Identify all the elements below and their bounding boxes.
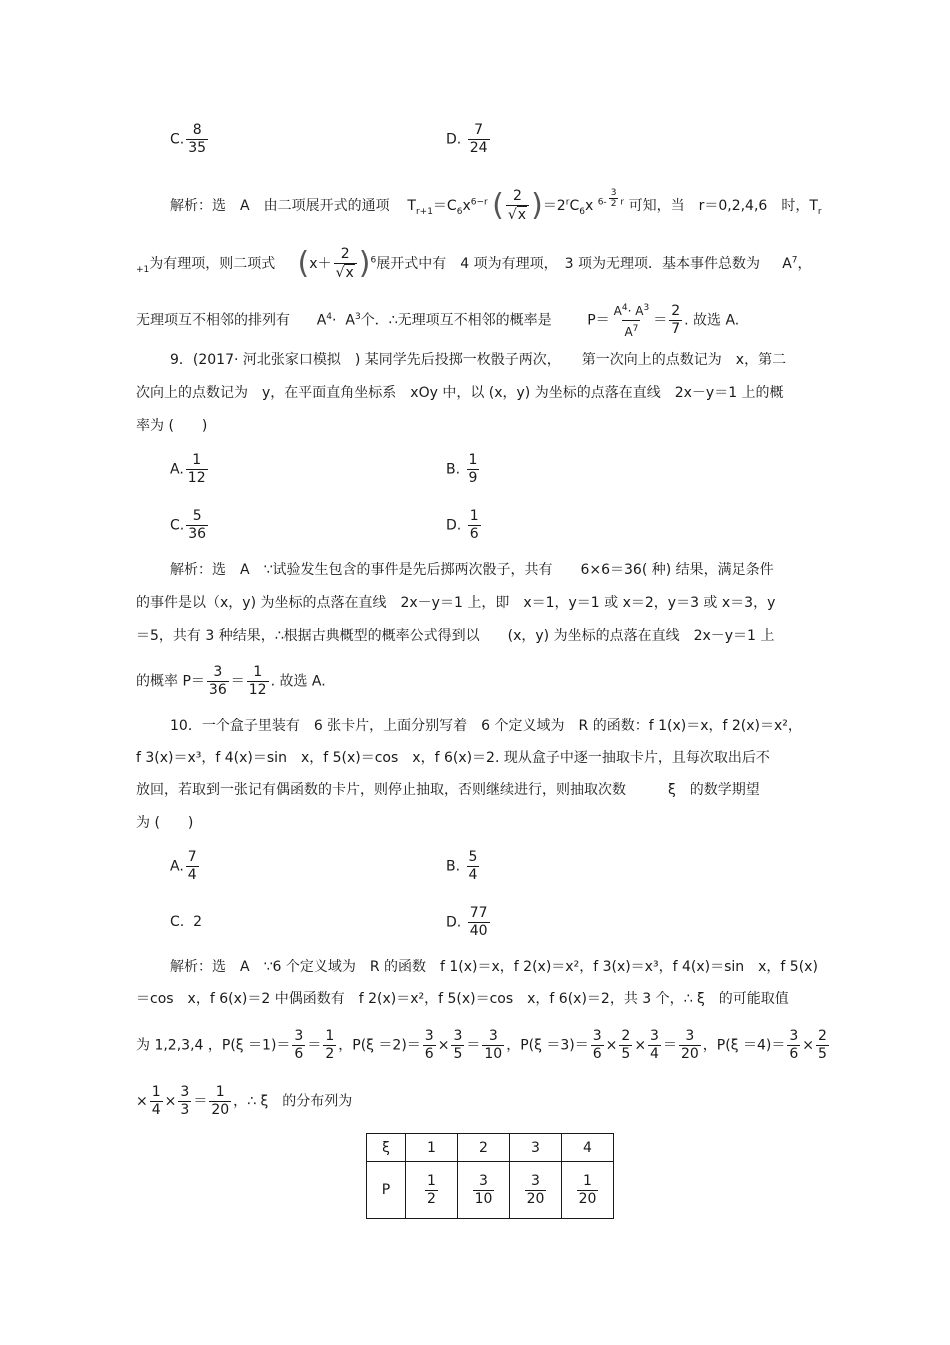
numerator: 3	[650, 1028, 659, 1044]
text: ＝	[466, 1037, 481, 1054]
denominator: 6	[469, 526, 479, 542]
denominator: 4	[650, 1046, 659, 1062]
text: ×	[164, 1093, 177, 1110]
left-paren: (	[297, 246, 310, 281]
q10-option-b	[446, 849, 481, 884]
numerator: 3	[789, 1028, 799, 1044]
text: ×	[136, 1093, 148, 1110]
table-header-cell: ξ	[367, 1134, 406, 1162]
superscript: 3	[354, 311, 361, 322]
numerator: 1	[469, 508, 479, 524]
denominator: 20	[211, 1102, 230, 1118]
q9-line-1: 9．(2017· 河北张家口模拟 ) 某同学先后投掷一枚骰子两次， 第一次向上的点数记为 x，第二	[170, 352, 787, 368]
fraction	[816, 1028, 829, 1063]
table-row	[367, 1162, 614, 1219]
text: ＝	[662, 1037, 677, 1054]
radicand: x	[345, 265, 354, 281]
text: ＝	[307, 1037, 322, 1054]
denominator: 6	[294, 1046, 304, 1062]
denominator: 2	[610, 199, 617, 209]
text: ，P(ξ ＝4)＝	[702, 1037, 786, 1054]
numerator: 1	[583, 1172, 592, 1189]
fraction	[467, 452, 480, 487]
q8-solution-line-2: $_{+1}$为有理项，则二项式 (x＋ $\frac{2}{√x}$ )$^6$展开式中有 4 项为有理项， 3 项为无理项．基本事件总数为 $A^7$，	[136, 246, 812, 281]
numerator: 7	[187, 849, 197, 865]
text: 个．∴无理项互不相邻的概率是	[360, 312, 552, 329]
fraction	[577, 1173, 599, 1208]
denominator: 6	[424, 1046, 434, 1062]
denominator: 10	[474, 1190, 493, 1207]
option-label: B.	[446, 858, 461, 875]
denominator: 6	[592, 1046, 602, 1062]
denominator: 35	[188, 140, 207, 156]
text: ×	[634, 1037, 647, 1054]
numerator: 3	[479, 1172, 488, 1189]
numerator: 1	[253, 664, 263, 680]
fraction	[612, 300, 652, 341]
distribution-table	[366, 1133, 614, 1219]
numerator: 3	[685, 1028, 695, 1044]
table-header-row	[367, 1134, 614, 1162]
table-cell	[458, 1162, 510, 1219]
option-label: A.	[170, 858, 184, 875]
numerator: 2	[340, 246, 350, 262]
q8-option-c	[170, 122, 210, 157]
denominator: 40	[469, 923, 488, 939]
numerator: 5	[192, 508, 202, 524]
denominator: √x	[334, 263, 357, 282]
text: x＋	[309, 256, 332, 272]
text: 为 1,2,3,4 ，P(ξ ＝1)＝	[136, 1037, 291, 1054]
fraction	[467, 849, 480, 884]
fraction	[292, 1028, 305, 1063]
fraction	[323, 1028, 336, 1063]
denominator: 20	[680, 1046, 699, 1062]
numerator: 7	[474, 122, 484, 138]
numerator: 1	[427, 1172, 436, 1189]
text: A	[316, 312, 327, 329]
text: 可知，当 r＝0,2,4,6 时，T	[628, 198, 818, 214]
text: ·	[332, 312, 337, 329]
fraction	[468, 122, 490, 157]
numerator: 1	[325, 1028, 335, 1044]
subscript: r+1	[415, 206, 433, 217]
text: A	[782, 256, 792, 272]
text: . 故选 A.	[684, 312, 740, 329]
denominator: 36	[188, 526, 207, 542]
text: ＝C	[432, 198, 457, 214]
denominator: 5	[817, 1046, 827, 1062]
text: ＝	[653, 312, 668, 329]
q9-option-c	[170, 508, 210, 543]
fraction	[787, 1028, 800, 1063]
fraction	[669, 303, 682, 338]
fraction	[482, 1028, 504, 1063]
fraction	[506, 188, 529, 224]
text: 展开式中有 4 项为有理项， 3 项为无理项．基本事件总数为	[376, 256, 760, 272]
numerator: 3	[488, 1028, 498, 1044]
fraction	[648, 1028, 661, 1063]
fraction	[186, 452, 208, 487]
table-row-label: P	[367, 1162, 406, 1219]
q10-solution-line-4	[136, 1084, 352, 1119]
q9-solution-line-4	[136, 664, 326, 699]
q10-line-3: 放回，若取到一张记有偶函数的卡片，则停止抽取，否则继续进行，则抽取次数 ξ 的数学期望	[136, 782, 760, 798]
fraction	[473, 1173, 495, 1208]
denominator: 20	[526, 1190, 545, 1207]
text: C	[569, 198, 580, 214]
text: ＝	[230, 673, 245, 690]
fraction	[186, 849, 199, 884]
fraction	[207, 664, 229, 699]
option-label: C.	[170, 517, 185, 534]
numerator: 3	[531, 1172, 540, 1189]
denominator: 36	[208, 682, 227, 698]
numerator: 2	[671, 303, 681, 319]
text: P＝	[587, 312, 610, 329]
text: ＝	[193, 1093, 208, 1110]
text: T	[407, 198, 416, 214]
option-label: B.	[446, 461, 461, 478]
right-paren: )	[358, 246, 371, 281]
superscript: r	[620, 197, 625, 208]
denominator: 12	[248, 682, 267, 698]
numerator: 3	[453, 1028, 463, 1044]
numerator: 3	[610, 188, 617, 198]
numerator: 2	[817, 1028, 827, 1044]
fraction	[247, 664, 269, 699]
numerator: 8	[192, 122, 202, 138]
fraction	[334, 246, 357, 282]
table-cell	[562, 1162, 614, 1219]
table-cell	[406, 1162, 458, 1219]
left-paren: (	[492, 188, 504, 223]
fraction	[525, 1173, 547, 1208]
denominator: 20	[578, 1190, 597, 1207]
text: A	[345, 312, 355, 329]
denominator: 5	[453, 1046, 463, 1062]
numerator: 1	[151, 1084, 161, 1100]
numerator: 2	[621, 1028, 631, 1044]
numerator: 77	[469, 905, 488, 921]
denominator: $A^7$	[622, 320, 640, 341]
numerator: 3	[294, 1028, 304, 1044]
denominator: √x	[506, 205, 529, 224]
denominator: 12	[187, 470, 206, 486]
option-label: D.	[446, 131, 462, 148]
fraction	[468, 905, 490, 940]
denominator: 4	[187, 867, 197, 883]
text: 无理项互不相邻的排列有	[136, 312, 290, 329]
radicand: x	[517, 207, 527, 223]
denominator: 2	[325, 1046, 335, 1062]
text: 的概率 P＝	[136, 673, 205, 690]
fraction	[423, 1028, 436, 1063]
q10-solution-line-2: ＝cos x，f 6(x)＝2 中偶函数有 f 2(x)＝x²，f 5(x)＝cos x，f 6(x)＝2，共 3 个，∴ ξ 的可能取值	[136, 991, 789, 1007]
fraction	[178, 1084, 191, 1119]
option-label: D.	[446, 517, 462, 534]
denominator: 4	[468, 867, 478, 883]
q9-option-b	[446, 452, 481, 487]
q10-solution-line-3	[136, 1028, 831, 1063]
subscript: r	[817, 206, 822, 217]
numerator: 3	[424, 1028, 434, 1044]
q10-solution-line-1: 解析：选 A ∵6 个定义域为 R 的函数 f 1(x)＝x，f 2(x)＝x²，f 3(x)＝x³，f 4(x)＝sin x，f 5(x)	[170, 959, 818, 975]
text: . 故选 A.	[270, 673, 326, 690]
denominator: 7	[671, 321, 681, 337]
q10-option-c	[170, 914, 202, 930]
numerator: 3	[180, 1084, 190, 1100]
text: ，P(ξ ＝3)＝	[506, 1037, 589, 1054]
fraction	[609, 188, 619, 209]
fraction	[679, 1028, 701, 1063]
option-label: C.	[170, 914, 185, 930]
option-label: A.	[170, 461, 184, 478]
numerator: 5	[468, 849, 478, 865]
text: ，∴ ξ 的分布列为	[233, 1093, 353, 1110]
numerator: 3	[592, 1028, 602, 1044]
text: ＝2	[542, 198, 566, 214]
table-header-cell: 4	[562, 1134, 614, 1162]
q10-line-2: f 3(x)＝x³，f 4(x)＝sin x，f 5(x)＝cos x，f 6(x)＝2. 现从盒子中逐一抽取卡片，且每次取出后不	[136, 750, 770, 766]
option-label: D.	[446, 914, 462, 931]
fraction	[186, 508, 208, 543]
q10-line-4: 为 ( )	[136, 815, 194, 831]
q10-option-d	[446, 905, 492, 940]
denominator: 4	[151, 1102, 161, 1118]
fraction	[451, 1028, 464, 1063]
q10-option-a	[170, 849, 201, 884]
q9-option-a	[170, 452, 210, 487]
text: 解析：选 A 由二项展开式的通项	[170, 198, 390, 214]
fraction	[425, 1173, 438, 1208]
superscript: 4	[326, 311, 333, 322]
fraction	[468, 508, 481, 543]
fraction	[209, 1084, 231, 1119]
q10-line-1: 10．一个盒子里装有 6 张卡片，上面分别写着 6 个定义域为 R 的函数：f 1(x)＝x，f 2(x)＝x²，	[170, 718, 802, 734]
numerator: $A^4\cdot A^3$	[613, 303, 650, 318]
fraction	[591, 1028, 604, 1063]
numerator: 1	[468, 452, 478, 468]
q9-option-d	[446, 508, 483, 543]
table-header-cell: 1	[406, 1134, 458, 1162]
denominator: 5	[621, 1046, 631, 1062]
text: ，	[797, 256, 812, 272]
fraction	[619, 1028, 632, 1063]
numerator: 1	[215, 1084, 225, 1100]
fraction	[150, 1084, 163, 1119]
subscript: +1	[136, 264, 150, 275]
fraction	[186, 122, 208, 157]
q9-solution-line-2: 的事件是以（x，y) 为坐标的点落在直线 2x－y＝1 上，即 x＝1，y＝1 或 x＝2，y＝3 或 x＝3，y	[136, 595, 776, 611]
q8-solution-line-1: 解析：选 A 由二项展开式的通项 $T_{r+1}=C_6x^{6-r}$ ( $\frac{2}{√x}$ )$=2^rC_6x$ $^{6-}$ $\frac{3}{2}$ $^r$ 可知，当 r＝0,2,4,6 时，$T_r$	[170, 188, 822, 223]
q9-solution-line-3: ＝5，共有 3 种结果，∴根据古典概型的概率公式得到以 (x，y) 为坐标的点落在直线 2x－y＝1 上	[136, 628, 775, 644]
text: ×	[437, 1037, 450, 1054]
text: ×	[605, 1037, 618, 1054]
q8-option-d	[446, 122, 492, 157]
denominator: 6	[789, 1046, 799, 1062]
numerator: 1	[192, 452, 202, 468]
denominator: 3	[180, 1102, 190, 1118]
table-cell	[510, 1162, 562, 1219]
right-paren: )	[531, 188, 543, 223]
numerator: 3	[213, 664, 223, 680]
q8-solution-line-3	[136, 300, 739, 341]
text: ×	[802, 1037, 814, 1054]
denominator: 9	[468, 470, 478, 486]
denominator: 10	[484, 1046, 503, 1062]
text: ，P(ξ ＝2)＝	[338, 1037, 421, 1054]
q9-line-2: 次向上的点数记为 y，在平面直角坐标系 xOy 中，以 (x，y) 为坐标的点落在直线 2x－y＝1 上的概	[136, 385, 784, 401]
superscript: 7	[791, 255, 798, 266]
superscript: r	[565, 197, 570, 208]
q9-line-3: 率为 ( )	[136, 418, 208, 434]
option-value: 2	[193, 914, 203, 930]
q9-solution-line-1: 解析：选 A ∵试验发生包含的事件是先后掷两次骰子，共有 6×6＝36( 种) 结果，满足条件	[170, 562, 774, 578]
table-header-cell: 2	[458, 1134, 510, 1162]
option-label: C.	[170, 131, 185, 148]
superscript: 6-	[597, 197, 607, 208]
text: 为有理项，则二项式	[149, 256, 276, 272]
denominator: 2	[427, 1190, 436, 1207]
superscript: 6−r	[470, 197, 488, 208]
denominator: 24	[469, 140, 488, 156]
numerator: 2	[513, 188, 522, 204]
table-header-cell: 3	[510, 1134, 562, 1162]
